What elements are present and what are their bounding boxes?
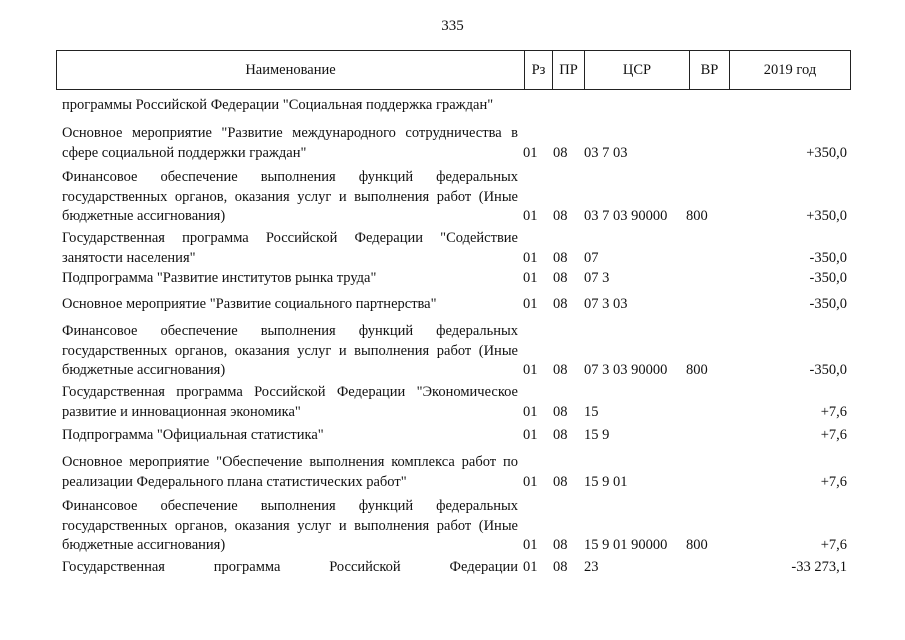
- header-vr: ВР: [689, 51, 729, 89]
- row-name: [62, 229, 518, 268]
- row-rz: 01: [523, 249, 538, 266]
- row-name-line: Финансовое обеспечение выполнения функций федеральных: [62, 498, 518, 514]
- row-rz: 01: [523, 270, 538, 286]
- row-pr: 08: [553, 427, 568, 443]
- row-value: +7,6: [820, 473, 847, 490]
- row-name-line: бюджетные ассигнования): [62, 362, 226, 378]
- row-value: +7,6: [820, 537, 847, 553]
- row-value: -350,0: [809, 296, 847, 312]
- row-value: +350,0: [806, 144, 847, 161]
- row-vr: 800: [686, 208, 708, 224]
- row-name: [62, 453, 518, 492]
- row-value: +350,0: [806, 208, 847, 224]
- row-csr: 07 3 03 90000: [584, 362, 668, 378]
- row-vr: 800: [686, 537, 708, 553]
- row-csr: 07 3: [584, 270, 610, 286]
- row-value: +7,6: [820, 403, 847, 420]
- row-csr: 15: [584, 403, 599, 420]
- row-rz: 01: [523, 559, 538, 575]
- row-name-line: Подпрограмма "Официальная статистика": [62, 427, 324, 443]
- row-name-line: бюджетные ассигнования): [62, 208, 226, 224]
- row-rz: 01: [523, 537, 538, 553]
- row-vr: 800: [686, 362, 708, 378]
- row-pr: 08: [553, 144, 568, 161]
- row-name: [62, 497, 518, 556]
- row-name-line: программы Российской Федерации "Социальная поддержка граждан": [62, 97, 494, 113]
- row-name-line: государственных органов, оказания услуг и выполнения работ (Иные: [62, 517, 518, 534]
- row-csr: 07 3 03: [584, 296, 628, 312]
- page-number: 335: [441, 18, 464, 34]
- row-pr: 08: [553, 296, 568, 312]
- row-name: [62, 383, 518, 422]
- row-pr: 08: [553, 270, 568, 286]
- row-rz: 01: [523, 296, 538, 312]
- row-name-line: Государственная программа Российской Федерации "Содействие: [62, 230, 518, 246]
- row-csr: 03 7 03: [584, 144, 628, 161]
- row-name-line: реализации Федерального плана статистических работ": [62, 473, 407, 490]
- row-name-line: бюджетные ассигнования): [62, 537, 226, 553]
- row-value: +7,6: [820, 427, 847, 443]
- row-name-line: государственных органов, оказания услуг и выполнения работ (Иные: [62, 342, 518, 359]
- row-name: [62, 322, 518, 381]
- header-csr: ЦСР: [584, 51, 689, 89]
- row-csr: 15 9: [584, 427, 610, 443]
- row-name-line: Подпрограмма "Развитие институтов рынка труда": [62, 270, 377, 286]
- row-name-line: Основное мероприятие "Развитие международного сотрудничества в: [62, 125, 518, 141]
- row-pr: 08: [553, 208, 568, 224]
- row-name-line: Государственная программа Российской Федерации "Экономическое: [62, 384, 518, 400]
- row-pr: 08: [553, 249, 568, 266]
- row-name: [62, 124, 518, 163]
- row-name-line: Основное мероприятие "Развитие социального партнерства": [62, 296, 437, 312]
- row-rz: 01: [523, 403, 538, 420]
- row-rz: 01: [523, 144, 538, 161]
- row-name: [62, 426, 518, 446]
- row-name-line: развитие и инновационная экономика": [62, 403, 301, 420]
- row-name-line: Финансовое обеспечение выполнения функций федеральных: [62, 323, 518, 339]
- row-name-line: государственных органов, оказания услуг и выполнения работ (Иные: [62, 188, 518, 205]
- row-value: -350,0: [809, 249, 847, 266]
- header-year: 2019 год: [729, 51, 850, 89]
- row-name-line: занятости населения": [62, 249, 196, 266]
- table-header: [56, 50, 851, 90]
- row-name: [62, 295, 518, 315]
- row-value: -350,0: [809, 362, 847, 378]
- row-csr: 23: [584, 559, 599, 575]
- row-name-line: сфере социальной поддержки граждан": [62, 144, 307, 161]
- row-rz: 01: [523, 362, 538, 378]
- row-rz: 01: [523, 473, 538, 490]
- row-value: -33 273,1: [791, 559, 847, 575]
- row-pr: 08: [553, 559, 568, 575]
- row-csr: 07: [584, 249, 599, 266]
- row-name: [62, 558, 518, 578]
- row-csr: 03 7 03 90000: [584, 208, 668, 224]
- row-value: -350,0: [809, 270, 847, 286]
- row-pr: 08: [553, 403, 568, 420]
- row-name-line: Основное мероприятие "Обеспечение выполнения комплекса работ по: [62, 454, 518, 470]
- row-pr: 08: [553, 473, 568, 490]
- row-csr: 15 9 01 90000: [584, 537, 668, 553]
- row-csr: 15 9 01: [584, 473, 628, 490]
- row-name: [62, 96, 518, 116]
- row-rz: 01: [523, 208, 538, 224]
- row-rz: 01: [523, 427, 538, 443]
- row-pr: 08: [553, 362, 568, 378]
- row-name-line: Финансовое обеспечение выполнения функций федеральных: [62, 169, 518, 185]
- row-name: [62, 269, 518, 289]
- header-name: Наименование: [245, 61, 336, 78]
- header-rz: Рз: [524, 51, 552, 89]
- row-name: [62, 168, 518, 227]
- row-pr: 08: [553, 537, 568, 553]
- row-name-line: Государственная программа Российской Федерации: [62, 559, 518, 575]
- header-pr: ПР: [552, 51, 584, 89]
